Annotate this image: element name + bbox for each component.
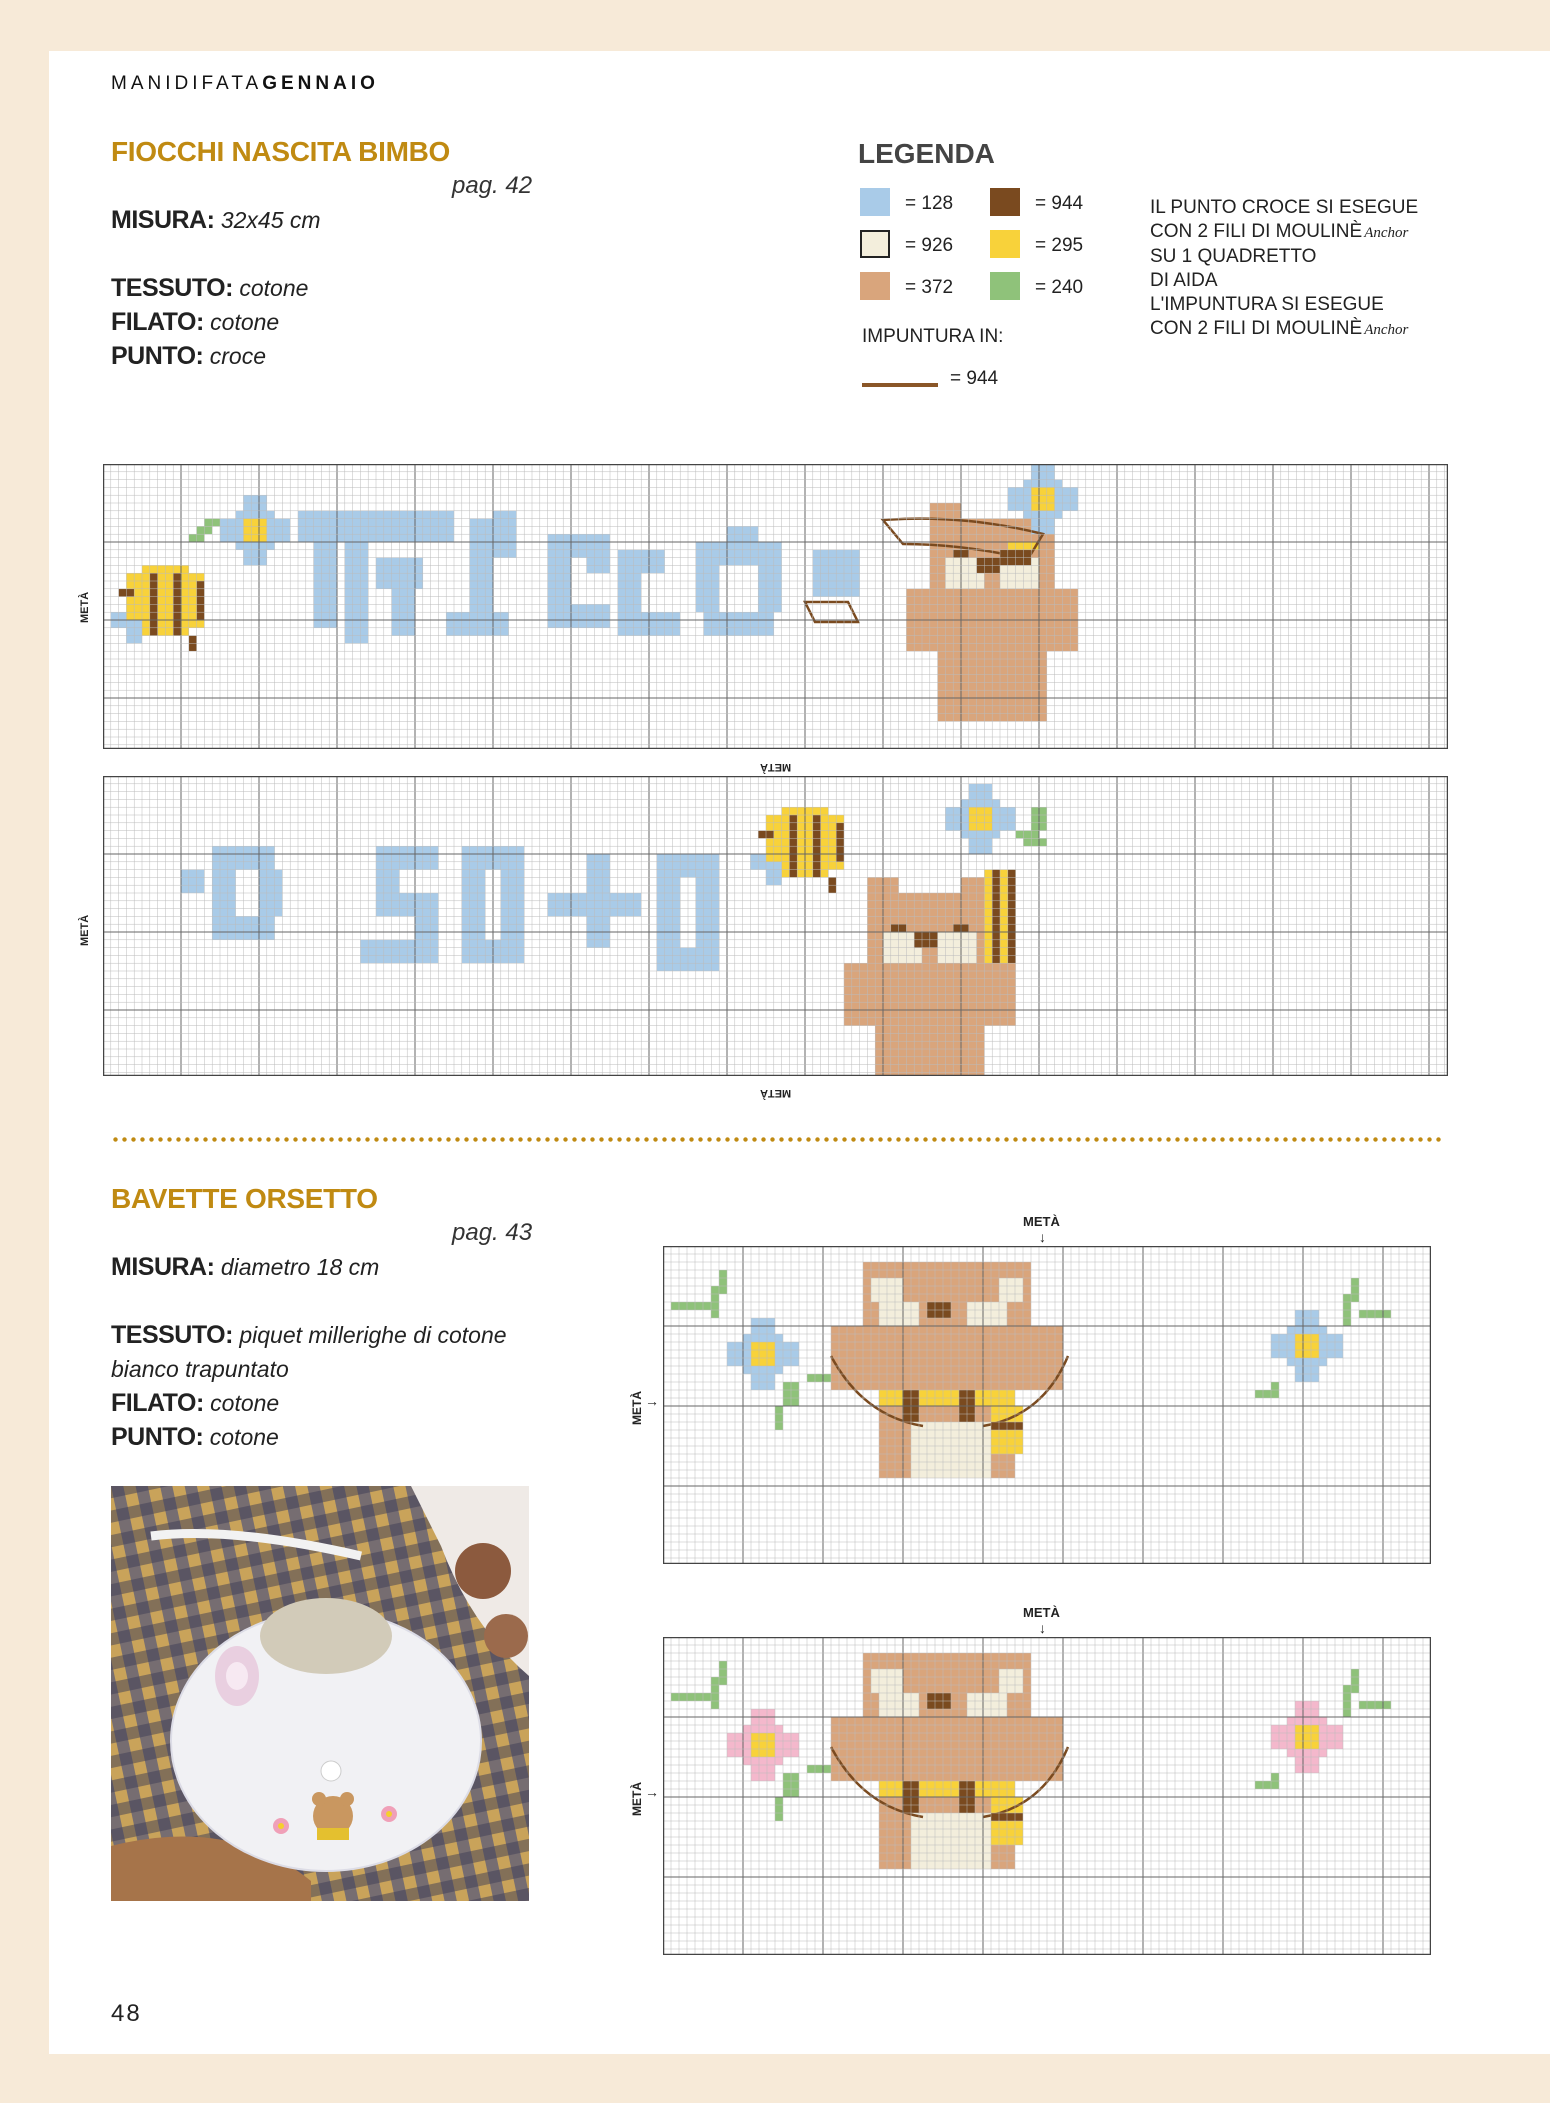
spec-block [111, 203, 321, 373]
lettering [181, 870, 204, 893]
legend-swatch [990, 230, 1020, 258]
arrow-down-icon: ↓ [1039, 1229, 1046, 1245]
meta-marker: METÀ [1023, 1605, 1060, 1620]
bib-photo [111, 1486, 529, 1901]
flower-motif [969, 807, 992, 830]
legend-code: = 372 [905, 277, 954, 298]
lettering [758, 542, 781, 612]
meta-marker: METÀ [630, 1782, 644, 1816]
punto-value: cotone [209, 1424, 279, 1450]
section-title-fiocchi: FIOCCHI NASCITA BIMBO [111, 136, 451, 167]
lettering [657, 877, 680, 947]
page-reference: pag. 42 [452, 172, 533, 199]
page-reference: pag. 43 [452, 1219, 533, 1246]
cross-stitch-chart-bib-pink [663, 1637, 1431, 1955]
arrow-right-icon: → [645, 1784, 659, 1800]
punto-value: croce [209, 343, 267, 369]
flower-motif [1031, 487, 1054, 510]
lettering [462, 870, 485, 940]
note-line: CON 2 FILI DI MOULINÈ Anchor [1150, 221, 1409, 242]
meta-marker: METÀ [630, 1391, 644, 1425]
leaf-motif [1351, 1669, 1359, 1693]
section-title-bavette: BAVETTE ORSETTO [111, 1183, 378, 1214]
meta-marker: METÀ [79, 914, 91, 946]
bear-ear [999, 1669, 1023, 1693]
note-line: CON 2 FILI DI MOULINÈ Anchor [1150, 318, 1409, 339]
anchor-logo: Anchor [1364, 225, 1409, 241]
meta-marker: METÀ [1023, 1214, 1060, 1229]
legend-title: LEGENDA [858, 138, 995, 169]
magazine-header [111, 73, 379, 95]
flower-motif [1295, 1725, 1319, 1749]
issue-month: GENNAIO [262, 73, 379, 94]
flower-motif [751, 1342, 775, 1366]
tessuto-value: piquet millerighe di cotone [239, 1322, 507, 1348]
bear-cheek [879, 1302, 919, 1326]
filato-value: cotone [210, 309, 280, 335]
bee-motif [836, 823, 844, 862]
filato-label: FILATO: [111, 1389, 204, 1417]
lettering [587, 550, 610, 573]
leaf-motif [719, 1270, 727, 1294]
tessuto-label: TESSUTO: [111, 274, 233, 302]
lettering [618, 573, 641, 612]
leaf-motif [719, 1661, 727, 1685]
leaf-motif [1016, 831, 1039, 839]
tessuto-label: TESSUTO: [111, 1321, 233, 1349]
bear-cheek [967, 1693, 1007, 1717]
lettering [415, 916, 438, 939]
meta-marker: METÀ [760, 1087, 792, 1099]
cross-stitch-chart-fiocco-2 [103, 776, 1448, 1076]
note-line: L'IMPUNTURA SI ESEGUE [1150, 294, 1384, 315]
leaf-motif [1023, 838, 1046, 846]
spec-block-2 [111, 1250, 507, 1454]
leaf-motif [671, 1302, 711, 1310]
arrow-down-icon: ↓ [1039, 1620, 1046, 1636]
flower-motif [1295, 1334, 1319, 1358]
legend-swatch [990, 188, 1020, 216]
meta-marker: METÀ [79, 591, 91, 623]
lettering [704, 612, 774, 635]
lettering [501, 870, 524, 940]
impuntura-line-sample [862, 383, 938, 387]
flower-motif [243, 519, 266, 542]
leaf-motif [671, 1693, 711, 1701]
impuntura-label: IMPUNTURA IN: [862, 326, 1004, 347]
stitch-instructions [1150, 196, 1418, 342]
bee-motif [197, 581, 205, 620]
legend-code: = 128 [905, 193, 954, 214]
legend-code: = 295 [1035, 235, 1084, 256]
note-line: IL PUNTO CROCE SI ESEGUE [1150, 197, 1419, 218]
misura-value: diametro 18 cm [220, 1254, 380, 1280]
leaf-motif [775, 1406, 783, 1430]
arrow-right-icon: → [645, 1393, 659, 1409]
punto-label: PUNTO: [111, 1423, 204, 1451]
tessuto-value: cotone [239, 275, 309, 301]
misura-value: 32x45 cm [220, 207, 321, 233]
cross-stitch-chart-bib-blue [663, 1246, 1431, 1564]
legend-code: = 944 [1035, 193, 1084, 214]
legend-swatch [990, 272, 1020, 300]
flower-motif [751, 1733, 775, 1757]
meta-marker: METÀ [760, 761, 792, 773]
legend-swatch [860, 188, 890, 216]
anchor-logo: Anchor [1364, 322, 1409, 338]
lettering [376, 870, 399, 893]
section-divider [111, 1137, 1441, 1142]
impuntura-value: = 944 [950, 368, 999, 389]
brand-name: MANIDIFATA [111, 73, 263, 94]
page-number: 48 [111, 2000, 142, 2027]
note-line: DI AIDA [1150, 270, 1218, 291]
filato-label: FILATO: [111, 308, 204, 336]
bear-ear [999, 1278, 1023, 1302]
note-line: SU 1 QUADRETTO [1150, 246, 1317, 267]
legend-swatch [860, 230, 890, 258]
legend-swatch [860, 272, 890, 300]
lettering [696, 877, 719, 947]
leaf-motif [775, 1797, 783, 1821]
legend-code: = 240 [1035, 277, 1084, 298]
misura-label: MISURA: [111, 1253, 215, 1281]
tessuto-value-cont: bianco trapuntato [111, 1356, 289, 1382]
misura-label: MISURA: [111, 206, 215, 234]
bear-cheek [879, 1693, 919, 1717]
cross-stitch-chart-fiocco-1 [103, 464, 1448, 749]
legend-code: = 926 [905, 235, 954, 256]
punto-label: PUNTO: [111, 342, 204, 370]
bear-cheek [967, 1302, 1007, 1326]
filato-value: cotone [210, 1390, 280, 1416]
leaf-motif [1351, 1278, 1359, 1302]
